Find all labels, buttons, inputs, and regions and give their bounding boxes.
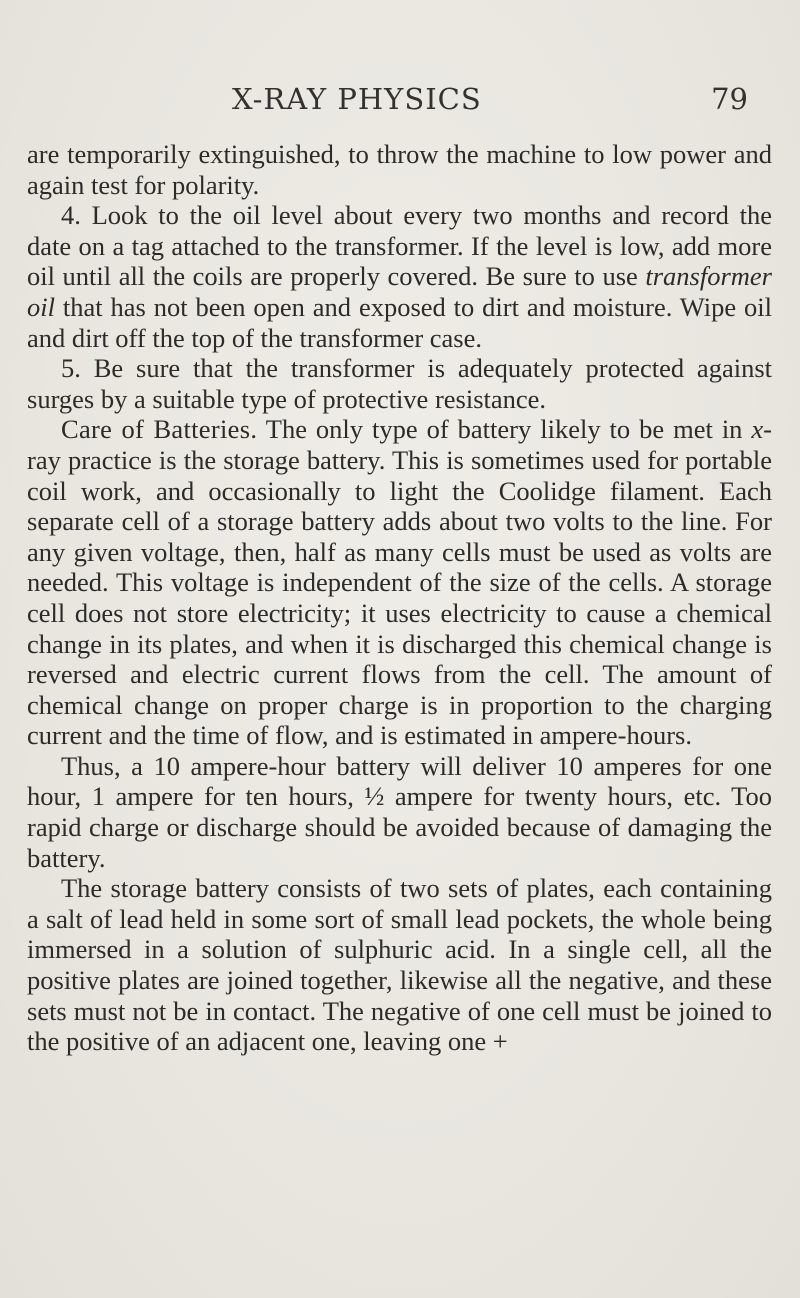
paragraph-continuation <box>27 139 772 200</box>
page-header <box>0 82 800 122</box>
paragraph-care-of-batteries <box>27 414 772 751</box>
paragraph-text: that has not been open and exposed to dirt and moisture. Wipe oil and dirt off the top of the transformer case. <box>27 291 772 353</box>
paragraph-ampere-hours <box>27 751 772 873</box>
paragraph-text: -ray practice is the storage battery. This is sometimes used for portable coil work, and occasionally to light the Coolidge filament. Each separate cell of a storage battery adds about two volts to the line. For any given voltage, then, half as many cells must be used as volts are needed. This voltage is independent of the size of the cells. A storage cell does not store electricity; it uses electricity to cause a chemical change in its plates, and when it is discharged this chemical change is reversed and electric current flows from the cell. The amount of chemical change on proper charge is in proportion to the charging current and the time of flow, and is estimated in ampere-hours. <box>27 414 772 751</box>
running-head: X-RAY PHYSICS <box>232 82 482 116</box>
paragraph-item-4 <box>27 200 772 353</box>
page-number: 79 <box>711 82 748 116</box>
paragraph-storage-battery <box>27 873 772 1057</box>
paragraph-text: are temporarily extinguished, to throw the machine to low power and again test for polarity. <box>27 139 772 200</box>
paragraph-text: Thus, a 10 ampere-hour battery will deliver 10 amperes for one hour, 1 ampere for ten hours, ½ ampere for twenty hours, etc. Too rapid charge or discharge should be avoided because of damaging the battery. <box>27 750 772 873</box>
paragraph-text: 5. Be sure that the transformer is adequately protected against surges by a suitable type of protective resistance. <box>27 353 772 414</box>
body-text <box>27 139 772 1057</box>
paragraph-text: The storage battery consists of two sets of plates, each containing a salt of lead held in some sort of small lead pockets, the whole being immersed in a solution of sulphuric acid. In a single cell, all the positive plates are joined together, likewise all the negative, and these sets must not be in contact. The negative of one cell must be joined to the positive of an adjacent one, leaving one + <box>27 873 772 1057</box>
run-in-heading: Care of Batteries. <box>61 414 258 445</box>
paragraph-text: The only type of battery likely to be met in <box>257 414 752 445</box>
paragraph-item-5 <box>27 353 772 414</box>
emphasis-text: transformer oil <box>27 261 772 322</box>
emphasis-text: x <box>751 414 764 445</box>
paragraph-text: 4. Look to the oil level about every two months and record the date on a tag attached to the transformer. If the level is low, add more oil until all the coils are properly covered. Be sure to use <box>27 200 772 292</box>
